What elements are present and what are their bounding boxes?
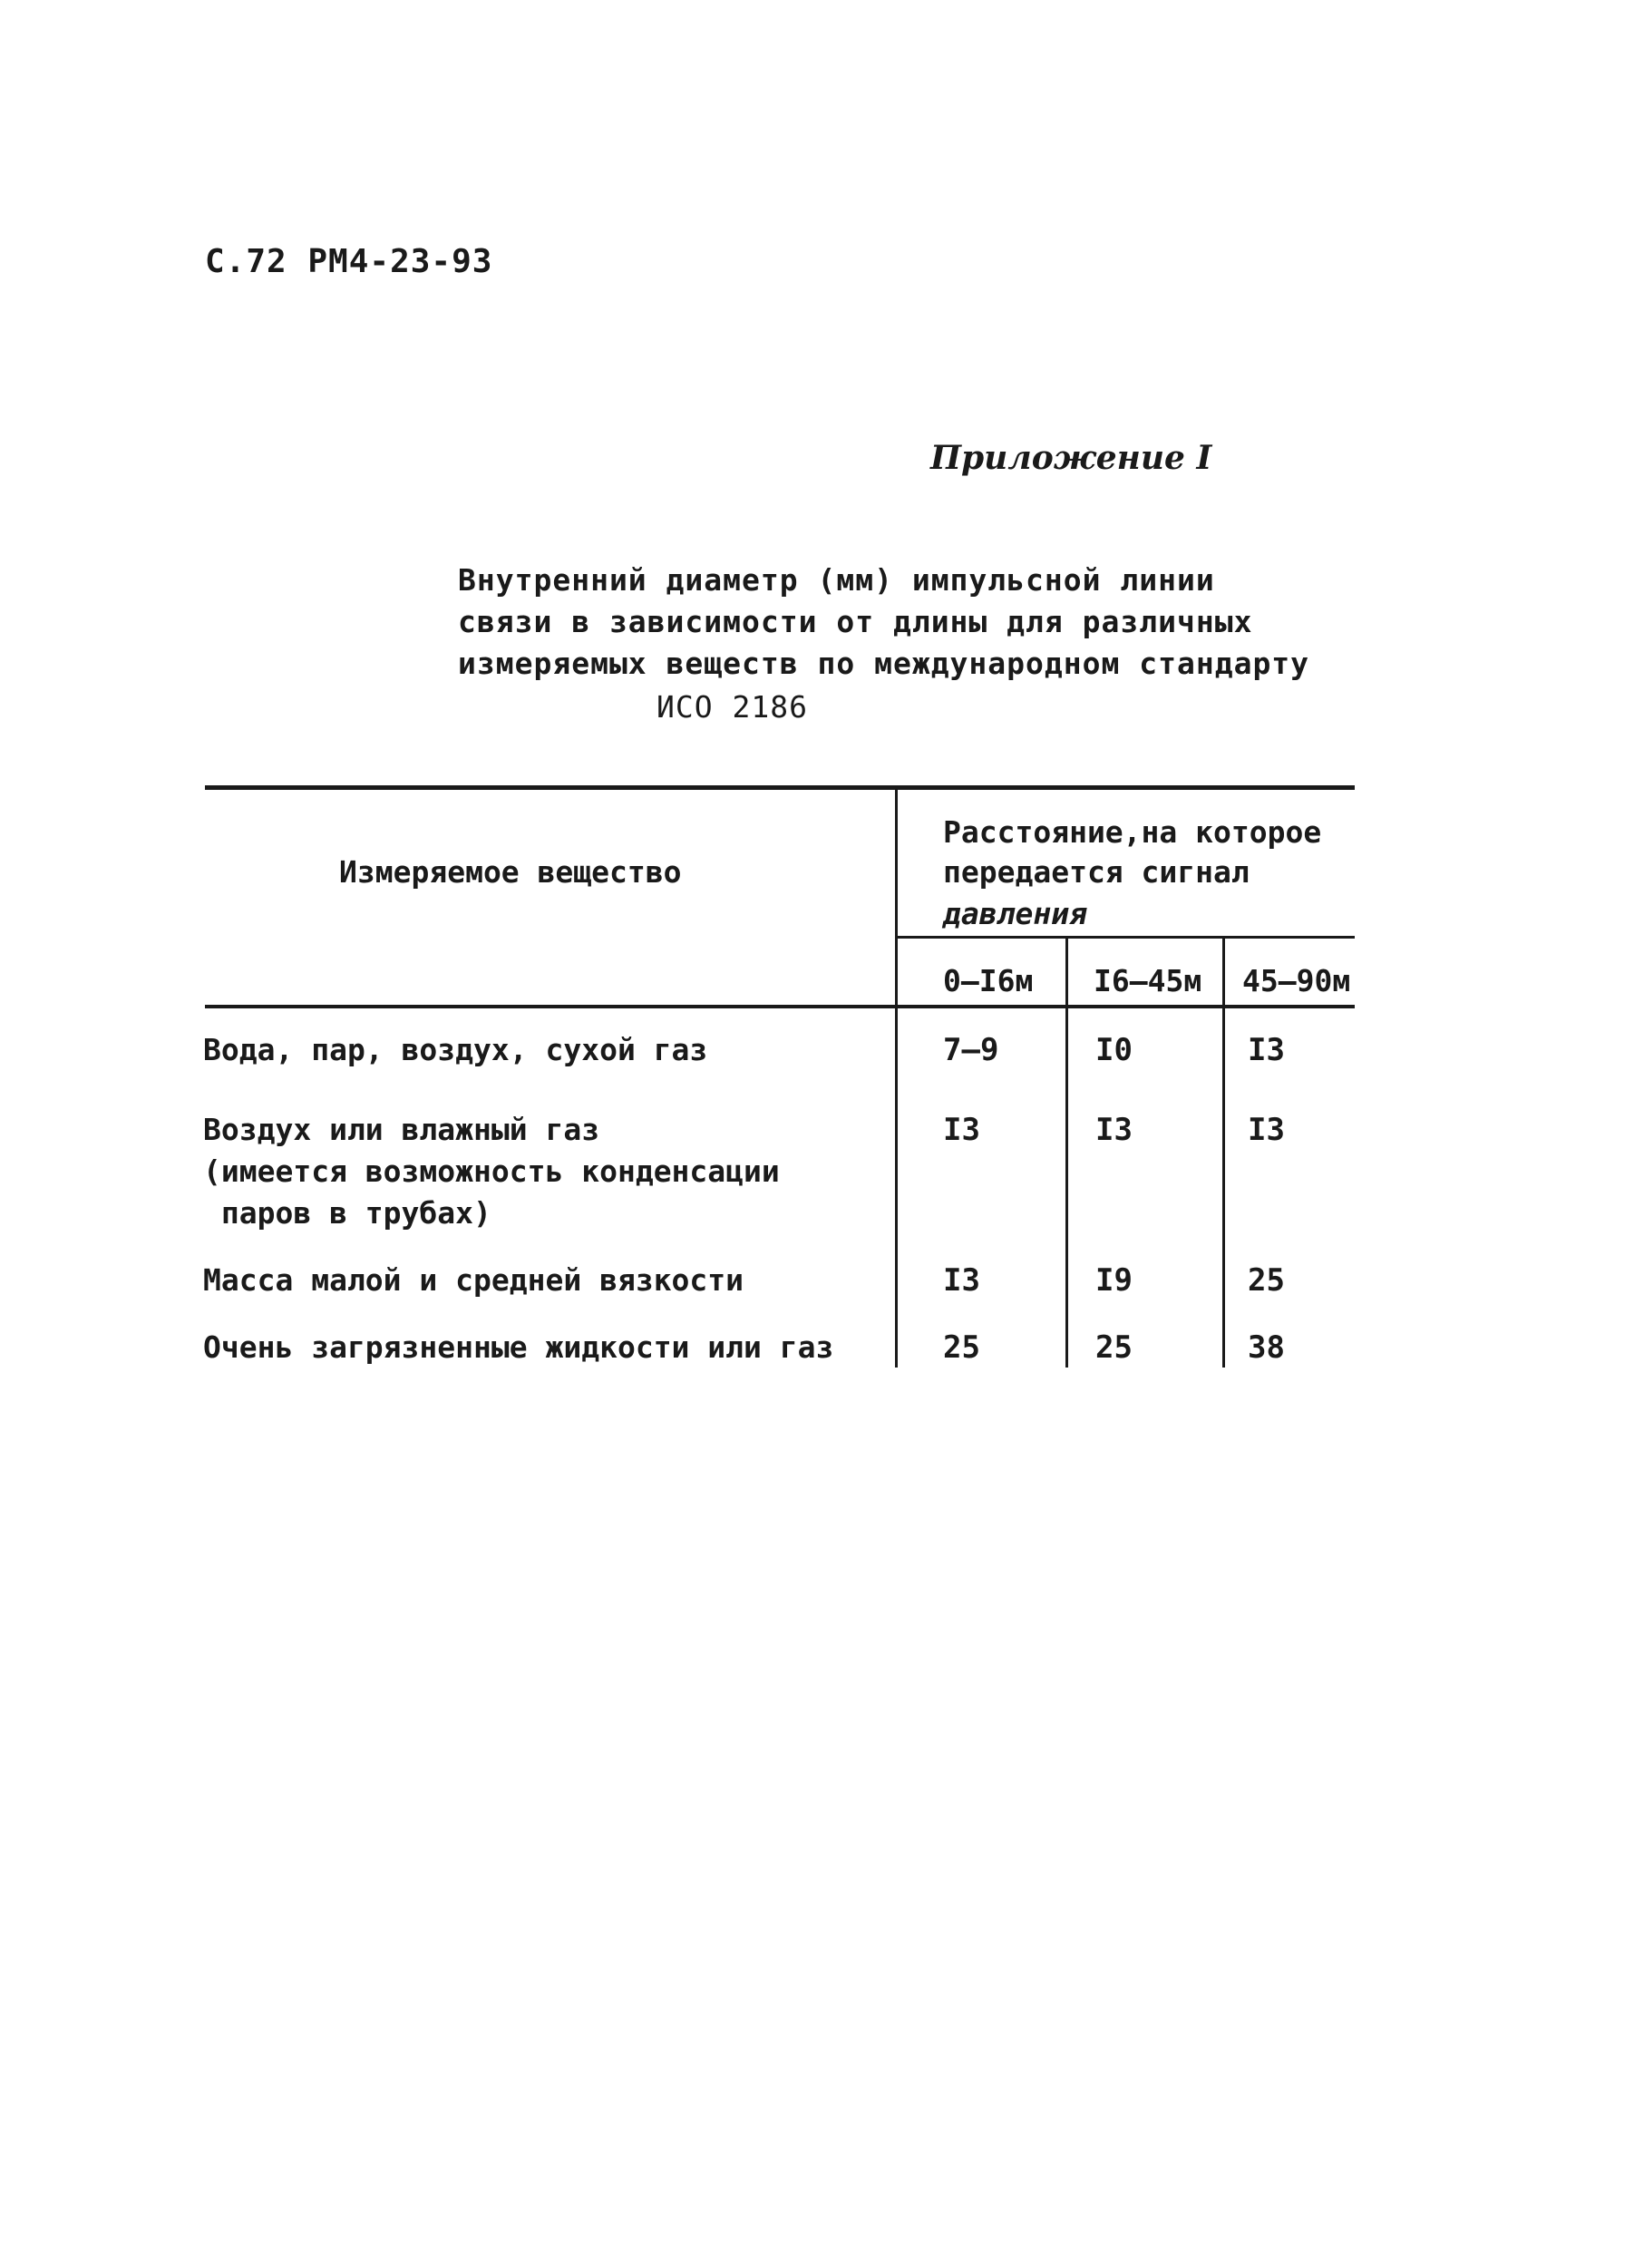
row-1-value-45-90: I3 — [1248, 1032, 1285, 1068]
header-distance-line-2: передается сигнал — [943, 854, 1250, 890]
row-4-value-45-90: 38 — [1248, 1329, 1285, 1366]
row-2-value-0-16: I3 — [943, 1112, 980, 1148]
appendix-label: Приложение I — [930, 439, 1212, 477]
column-divider-range-2 — [1222, 938, 1225, 1368]
row-2-substance-line-2: (имеется возможность конденсации — [203, 1153, 780, 1189]
header-distance-line-3: давления — [943, 896, 1087, 931]
header-range-45-90: 45–90м — [1242, 963, 1351, 998]
row-3-value-45-90: 25 — [1248, 1262, 1285, 1299]
row-3-value-0-16: I3 — [943, 1262, 980, 1299]
column-divider-substance — [895, 787, 898, 1368]
range-header-rule — [898, 936, 1355, 939]
page-header-code: С.72 РМ4-23-93 — [205, 243, 493, 280]
table-title-line-3: измеряемых веществ по международном стандарту — [458, 646, 1310, 681]
row-3-value-16-45: I9 — [1095, 1262, 1133, 1299]
table-title-line-4: ИСО 2186 — [657, 689, 808, 725]
row-2-substance-line-1: Воздух или влажный газ — [203, 1112, 600, 1147]
row-2-value-16-45: I3 — [1095, 1112, 1133, 1148]
table-title-line-1: Внутренний диаметр (мм) импульсной линии — [458, 562, 1215, 598]
row-3-substance: Масса малой и средней вязкости — [203, 1262, 744, 1298]
row-4-value-16-45: 25 — [1095, 1329, 1133, 1366]
row-1-value-16-45: I0 — [1095, 1032, 1133, 1068]
table-title-line-2: связи в зависимости от длины для различных — [458, 604, 1253, 639]
row-1-value-0-16: 7–9 — [943, 1032, 999, 1068]
row-1-substance: Вода, пар, воздух, сухой газ — [203, 1032, 708, 1067]
header-distance-line-1: Расстояние,на которое — [943, 814, 1322, 850]
header-range-16-45: I6–45м — [1094, 963, 1202, 998]
header-substance: Измеряемое вещество — [339, 854, 682, 890]
table-header-bottom-rule — [205, 1005, 1355, 1008]
row-2-substance-line-3: паров в трубах) — [203, 1195, 491, 1231]
table-top-rule — [205, 785, 1355, 790]
row-4-value-0-16: 25 — [943, 1329, 980, 1366]
row-4-substance: Очень загрязненные жидкости или газ — [203, 1329, 834, 1365]
row-2-value-45-90: I3 — [1248, 1112, 1285, 1148]
header-range-0-16: 0–I6м — [943, 963, 1034, 998]
column-divider-range-1 — [1065, 938, 1068, 1368]
